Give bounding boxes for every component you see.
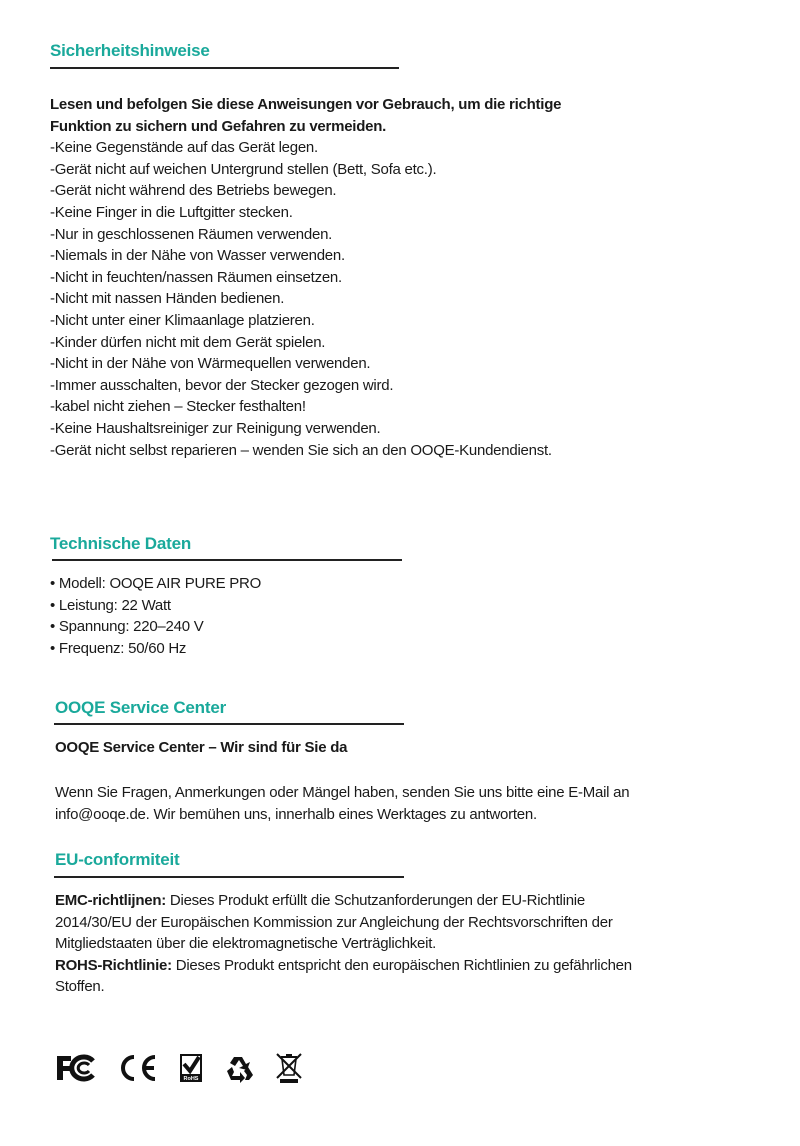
safety-item: -Immer ausschalten, bevor der Stecker gezogen wird. bbox=[50, 376, 394, 394]
service-body bbox=[55, 782, 629, 825]
rohs-line-2: Stoffen. bbox=[55, 978, 105, 996]
service-subtitle-wrap bbox=[55, 737, 347, 759]
rohs-line-1 bbox=[55, 955, 632, 977]
fcc-icon bbox=[55, 1053, 97, 1088]
spec-item-power: • Leistung: 22 Watt bbox=[50, 596, 171, 614]
rohs-label: ROHS-Richtlinie: bbox=[55, 956, 172, 974]
eu-heading: EU-conformiteit bbox=[55, 850, 180, 869]
safety-item: -Kinder dürfen nicht mit dem Gerät spielen. bbox=[50, 333, 326, 351]
emc-line-3: Mitgliedstaaten über die elektromagnetische Verträglichkeit. bbox=[55, 935, 437, 953]
safety-item: -Gerät nicht während des Betriebs bewegen. bbox=[50, 182, 337, 200]
safety-item: -Keine Haushaltsreiniger zur Reinigung verwenden. bbox=[50, 419, 381, 437]
safety-heading: Sicherheitshinweise bbox=[50, 41, 210, 60]
rohs-label-text: RoHS bbox=[183, 1076, 199, 1082]
safety-item: -Nicht unter einer Klimaanlage platzieren. bbox=[50, 311, 315, 329]
safety-intro-line-1: Lesen und befolgen Sie diese Anweisungen vor Gebrauch, um die richtige bbox=[50, 96, 562, 113]
emc-label: EMC-richtlijnen: bbox=[55, 892, 166, 909]
recycle-icon bbox=[223, 1053, 255, 1088]
emc-line-2: 2014/30/EU der Europäischen Kommission zur Angleichung der Rechtsvorschriften der bbox=[55, 913, 613, 931]
safety-item: -Keine Finger in die Luftgitter stecken. bbox=[50, 203, 293, 221]
service-line-1: Wenn Sie Fragen, Anmerkungen oder Mängel haben, senden Sie uns bitte eine E-Mail an bbox=[55, 784, 630, 801]
safety-item: -Gerät nicht selbst reparieren – wenden Sie sich an den OOQE-Kundendienst. bbox=[50, 441, 552, 459]
safety-item: -Nicht in der Nähe von Wärmequellen verwenden. bbox=[50, 355, 371, 373]
safety-item: -Niemals in der Nähe von Wasser verwenden. bbox=[50, 247, 345, 265]
rohs-icon bbox=[179, 1053, 203, 1088]
safety-item: -Keine Gegenstände auf das Gerät legen. bbox=[50, 139, 318, 157]
service-heading: OOQE Service Center bbox=[55, 698, 226, 717]
specs-divider bbox=[52, 559, 402, 561]
emc-line-1 bbox=[55, 890, 632, 912]
eu-body bbox=[55, 890, 632, 998]
specs-heading: Technische Daten bbox=[50, 534, 192, 553]
service-subtitle: OOQE Service Center – Wir sind für Sie da bbox=[55, 739, 348, 756]
safety-body bbox=[50, 94, 561, 461]
safety-item: -Gerät nicht auf weichen Untergrund stellen (Bett, Sofa etc.). bbox=[50, 160, 437, 178]
safety-item: -Nur in geschlossenen Räumen verwenden. bbox=[50, 225, 333, 243]
weee-icon bbox=[275, 1052, 303, 1089]
eu-divider bbox=[54, 876, 404, 878]
certification-icons bbox=[55, 1052, 323, 1089]
safety-item: -Nicht mit nassen Händen bedienen. bbox=[50, 290, 285, 308]
spec-item-frequency: • Frequenz: 50/60 Hz bbox=[50, 639, 187, 657]
rohs-text: Dieses Produkt entspricht den europäischen Richtlinien zu gefährlichen bbox=[171, 956, 632, 974]
emc-text: Dieses Produkt erfüllt die Schutzanforderungen der EU-Richtlinie bbox=[166, 892, 585, 909]
safety-item: -Nicht in feuchten/nassen Räumen einsetzen. bbox=[50, 268, 342, 286]
specs-list bbox=[50, 573, 261, 659]
safety-divider bbox=[50, 67, 399, 69]
service-line-2: info@ooqe.de. Wir bemühen uns, innerhalb eines Werktages zu antworten. bbox=[55, 805, 537, 823]
service-divider bbox=[54, 723, 404, 725]
safety-item: -kabel nicht ziehen – Stecker festhalten! bbox=[50, 398, 306, 416]
spec-item-model: • Modell: OOQE AIR PURE PRO bbox=[50, 575, 262, 592]
spec-item-voltage: • Spannung: 220–240 V bbox=[50, 618, 204, 636]
safety-intro-line-2: Funktion zu sichern und Gefahren zu vermeiden. bbox=[50, 117, 387, 135]
ce-icon bbox=[117, 1053, 159, 1088]
